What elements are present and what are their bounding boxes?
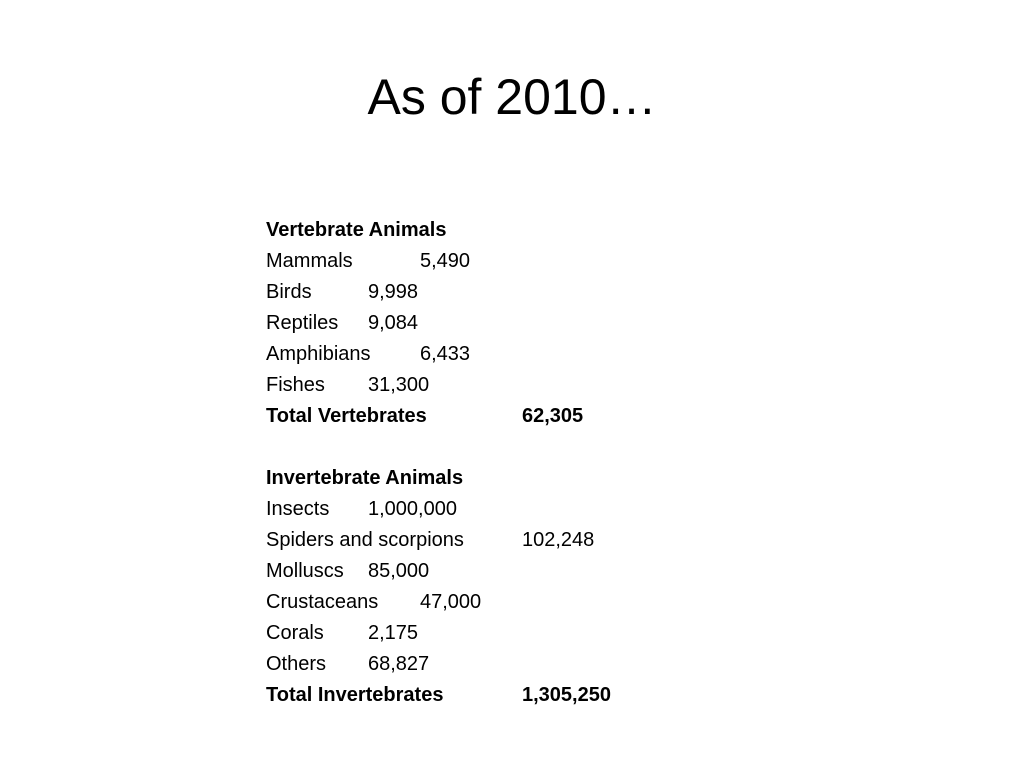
vertebrate-row (266, 308, 766, 339)
invertebrate-row (266, 556, 766, 587)
row-label: Others (266, 653, 327, 675)
row-label: Reptiles (266, 312, 339, 334)
row-value: 85,000 (368, 560, 430, 582)
row-value: 5,490 (420, 250, 471, 272)
invertebrates-heading-text: Invertebrate Animals (266, 467, 464, 489)
row-value: 31,300 (368, 374, 430, 396)
row-value: 2,175 (368, 622, 419, 644)
row-label: Crustaceans (266, 591, 379, 613)
species-list (266, 215, 766, 711)
row-label: Fishes (266, 374, 325, 396)
row-label: Spiders and scorpions (266, 529, 464, 551)
total-value: 1,305,250 (522, 684, 611, 706)
vertebrates-heading (266, 215, 766, 246)
invertebrates-total (266, 680, 766, 711)
total-value: 62,305 (522, 405, 584, 427)
invertebrate-row (266, 494, 766, 525)
row-value: 47,000 (420, 591, 482, 613)
row-label: Amphibians (266, 343, 371, 365)
row-value: 9,998 (368, 281, 419, 303)
row-value: 6,433 (420, 343, 471, 365)
row-label: Insects (266, 498, 330, 520)
row-value: 1,000,000 (368, 498, 457, 520)
invertebrate-row (266, 525, 766, 556)
vertebrate-row (266, 277, 766, 308)
total-label: Total Vertebrates (266, 405, 427, 427)
row-label: Mammals (266, 250, 353, 272)
invertebrate-row (266, 618, 766, 649)
total-label: Total Invertebrates (266, 684, 444, 706)
row-label: Molluscs (266, 560, 344, 582)
vertebrates-total (266, 401, 766, 432)
slide-title: As of 2010… (367, 69, 657, 125)
row-value: 102,248 (522, 529, 595, 551)
vertebrates-heading-text: Vertebrate Animals (266, 219, 447, 241)
row-value: 68,827 (368, 653, 430, 675)
invertebrate-row (266, 649, 766, 680)
invertebrate-row (266, 587, 766, 618)
vertebrate-row (266, 339, 766, 370)
row-label: Corals (266, 622, 324, 644)
spacer (266, 432, 766, 463)
invertebrates-heading (266, 463, 766, 494)
vertebrate-row (266, 370, 766, 401)
row-label: Birds (266, 281, 312, 303)
row-value: 9,084 (368, 312, 419, 334)
vertebrate-row (266, 246, 766, 277)
